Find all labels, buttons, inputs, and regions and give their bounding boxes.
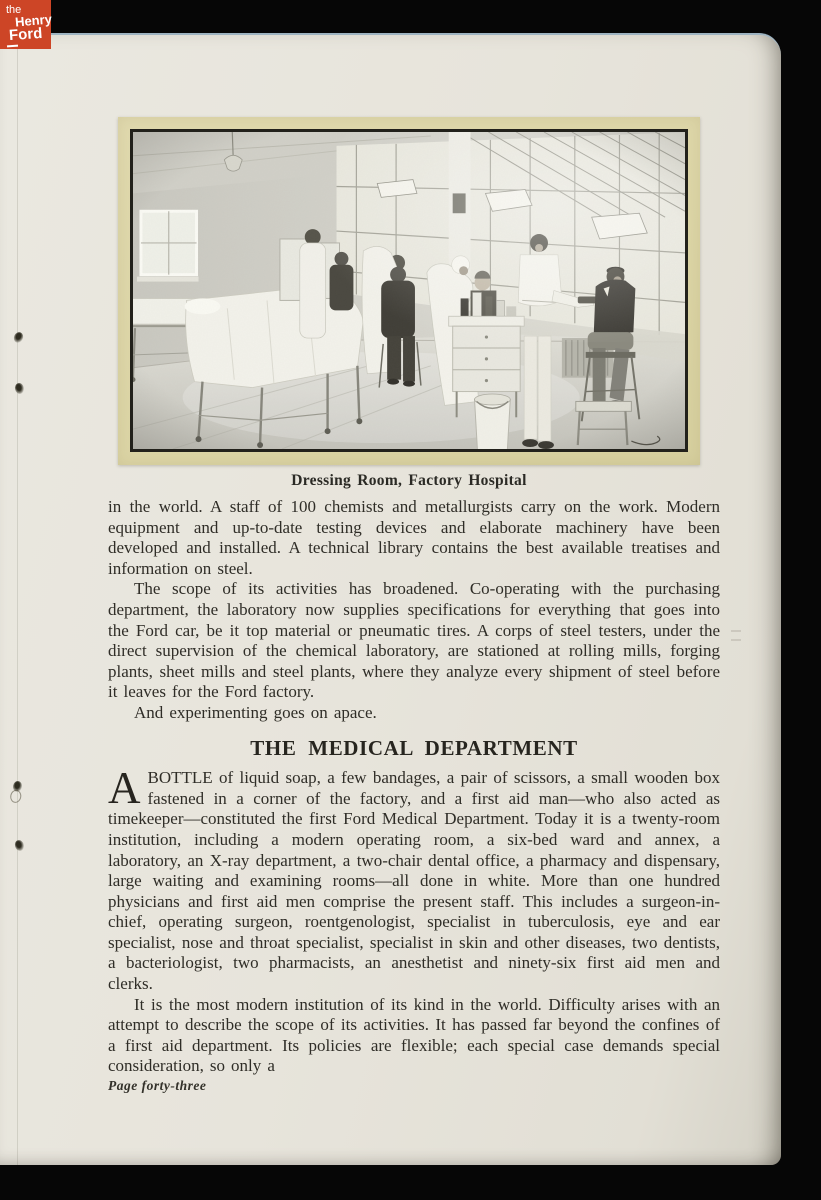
page-number: Page forty-three	[108, 1078, 207, 1093]
drop-cap-letter: A	[108, 763, 141, 814]
dressing-room-illustration	[133, 132, 685, 449]
logo-word-ford: Ford	[8, 24, 43, 45]
paragraph-steel-lab-2: The scope of its activities has broadened. Co-operating with the purchasing department, the laboratory now supplies specifications for everything that goes into the Ford car, be it top material or pneumatic tires. A corps of steel testers, under the direct supervision of the chemical laboratory, are stationed at rolling mills, forging plants, sheet mills and steel plants, where they analyze every shipment of steel before it leaves for the Ford factory.	[108, 579, 720, 702]
scan-smudge	[731, 630, 741, 641]
photo-caption: Dressing Room, Factory Hospital	[291, 472, 527, 489]
paragraph-medical-2: It is the most modern institution of its kind in the world. Difficulty arises with an attempt to describe the scope of its activities. It has passed far beyond the confines of a first aid department. Its policies are flexible; each special case demands special consideration, so only a	[108, 994, 720, 1076]
logo-word-henry: Henry	[14, 11, 53, 30]
logo-word-the: the	[6, 4, 22, 16]
paragraph-steel-lab-3: And experimenting goes on apace.	[134, 702, 377, 722]
logo-underline	[7, 45, 18, 48]
page-fold-line	[17, 35, 18, 1165]
factory-hospital-photo	[130, 129, 688, 452]
book-page	[0, 33, 781, 1165]
paragraph-medical-1	[108, 763, 720, 995]
paragraph-steel-lab-1: in the world. A staff of 100 chemists and metallurgists carry on the work. Modern equipment and up-to-date testing devices and elaborate machinery have been developed and installed. A technical library contains the best available treatises and information on steel.	[108, 497, 720, 578]
section-heading-medical-department: THE MEDICAL DEPARTMENT	[250, 735, 578, 760]
henry-ford-logo	[0, 0, 51, 49]
photo-mount	[118, 117, 700, 465]
paragraph-medical-1-text: BOTTLE of liquid soap, a few bandages, a pair of scissors, a small wooden box fastened in a corner of the factory, and a first aid man—who also acted as timekeeper—constituted the first Ford Medical Department. Today it is a twenty-room institution, including a modern operating room, a six-bed ward and annex, a laboratory, an X-ray department, a two-chair dental office, a pharmacy and dispensary, large waiting and examining rooms—all done in white. More than one hundred physicians and first aid men comprise the present staff. This includes a surgeon-in-chief, operating surgeon, roentgenologist, specialist in tuberculosis, eye and ear specialist, nose and throat specialist, specialist in skin and other diseases, two dentists, a bacteriologist, two pharmacists, an anesthetist and ninety-six first aid men and clerks.	[108, 768, 720, 994]
article-body	[108, 497, 720, 1077]
